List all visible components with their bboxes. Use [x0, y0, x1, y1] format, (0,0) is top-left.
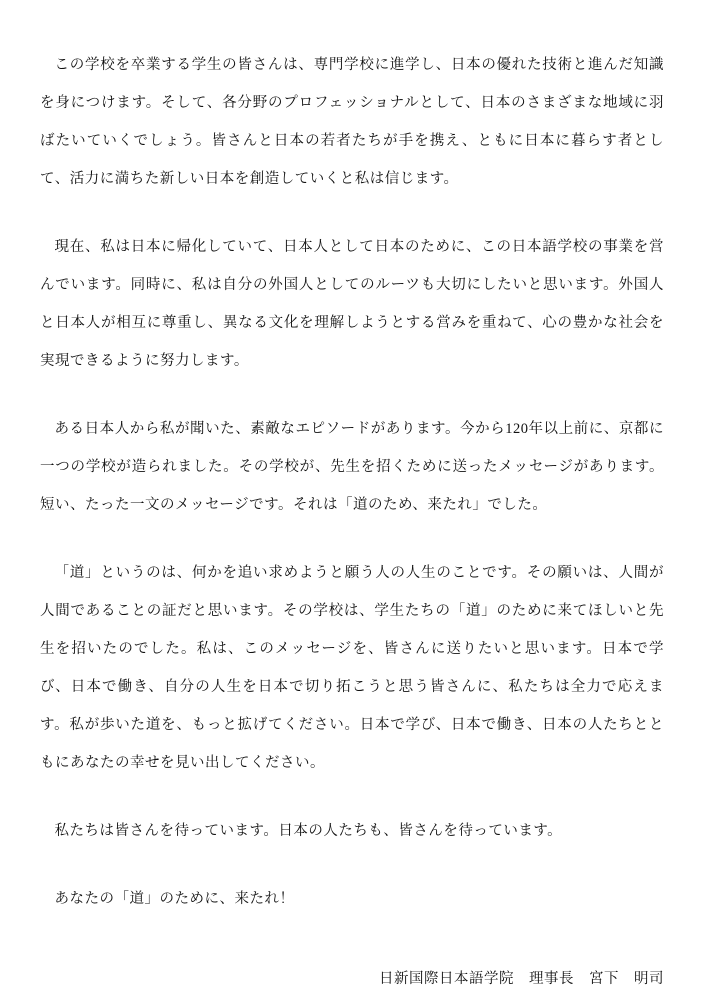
- paragraph-naturalization: 現在、私は日本に帰化していて、日本人として日本のために、この日本語学校の事業を営んでいます。同時に、私は自分の外国人としてのルーツも大切にしたいと思います。外国人と日本人が相互に尊重し、異なる文化を理解しようとする営みを重ねて、心の豊かな社会を実現できるように努力します。: [40, 239, 664, 369]
- paragraph-episode: ある日本人から私が聞いた、素敵なエピソードがあります。今から120年以上前に、京都に一つの学校が造られました。その学校が、先生を招くために送ったメッセージがあります。短い、たった一文のメッセージです。それは「道のため、来たれ」でした。: [40, 421, 664, 513]
- signature-line: 日新国際日本語学院 理事長 宮下 明司: [379, 971, 664, 987]
- paragraph-closing-call: あなたの「道」のために、来たれ！: [54, 891, 295, 907]
- paragraph-waiting: 私たちは皆さんを待っています。日本の人たちも、皆さんを待っています。: [54, 823, 563, 839]
- paragraph-graduation: この学校を卒業する学生の皆さんは、専門学校に進学し、日本の優れた技術と進んだ知識を身につけます。そして、各分野のプロフェッショナルとして、日本のさまざまな地域に羽ばたいていくでしょう。皆さんと日本の若者たちが手を携え、ともに日本に暮らす者として、活力に満ちた新しい日本を創造していくと私は信じます。: [40, 57, 664, 187]
- paragraph-michi-meaning: 「道」というのは、何かを追い求めようと願う人の人生のことです。その願いは、人間が人間であることの証だと思います。その学校は、学生たちの「道」のために来てほしいと先生を招いたのでした。私は、このメッセージを、皆さんに送りたいと思います。日本で学び、日本で働き、自分の人生を日本で切り拓こうと思う皆さんに、私たちは全力で応えます。私が歩いた道を、もっと拡げてください。日本で学び、日本で働き、日本の人たちとともにあなたの幸せを見い出してください。: [40, 565, 664, 771]
